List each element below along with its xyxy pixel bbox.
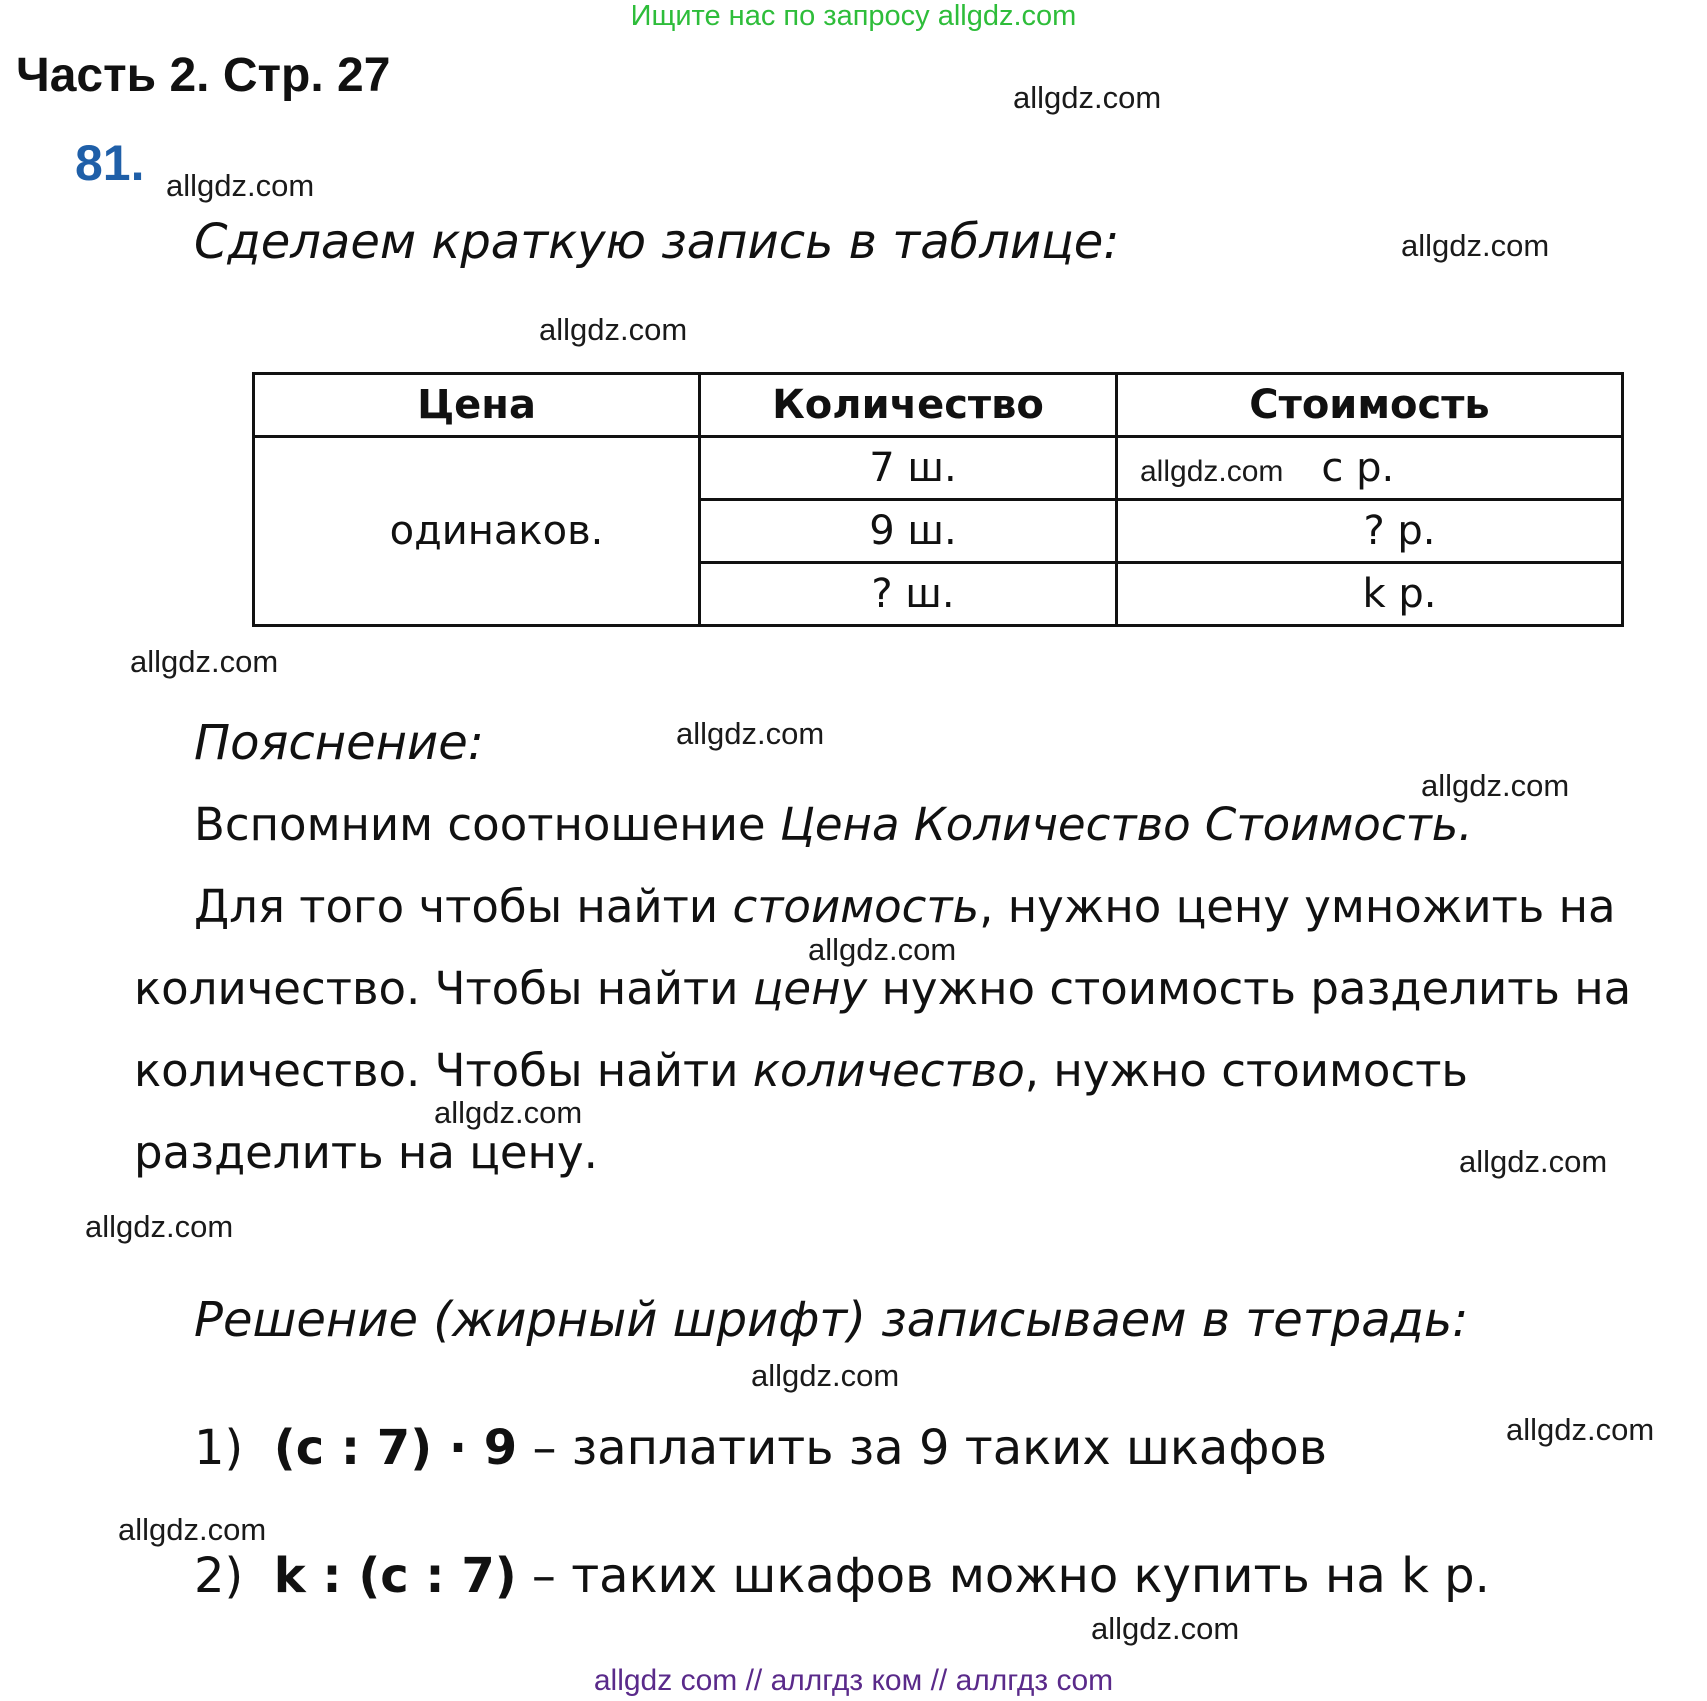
header-price: Цена xyxy=(254,374,700,437)
text-run: , нужно цену умножить на xyxy=(979,880,1616,933)
explanation-line-2 xyxy=(194,880,1616,933)
explanation-title: Пояснение: xyxy=(194,715,484,771)
text-run: Для того чтобы найти xyxy=(194,880,733,933)
cost-value: ? р. xyxy=(1363,508,1436,554)
step-text: – заплатить за 9 таких шкафов xyxy=(517,1420,1328,1476)
header-cost: Стоимость xyxy=(1117,374,1623,437)
text-run: количество. Чтобы найти xyxy=(134,962,753,1015)
text-run-italic: стоимость xyxy=(732,880,980,933)
watermark: allgdz.com xyxy=(130,644,279,679)
explanation-line-3 xyxy=(134,962,1631,1015)
watermark: allgdz.com xyxy=(118,1512,267,1547)
watermark: allgdz.com xyxy=(1140,455,1284,488)
cost-value: k р. xyxy=(1362,571,1437,617)
watermark: allgdz.com xyxy=(1401,228,1550,263)
step-expression: k : (c : 7) xyxy=(273,1548,517,1604)
solution-step-1 xyxy=(194,1420,1327,1476)
text-run: , нужно стоимость xyxy=(1024,1044,1468,1097)
intro-text: Сделаем краткую запись в таблице: xyxy=(194,214,1120,270)
watermark: allgdz.com xyxy=(1013,80,1162,115)
text-run-italic: цену xyxy=(752,962,868,1015)
step-number: 1) xyxy=(194,1420,244,1476)
quantity-cell xyxy=(700,437,1117,500)
task-number: 81. xyxy=(75,135,145,191)
table-header-row xyxy=(254,374,1623,437)
table-row xyxy=(254,437,1623,500)
watermark: allgdz.com xyxy=(751,1358,900,1393)
cost-cell xyxy=(1117,437,1623,500)
price-cell xyxy=(254,437,700,626)
text-run-italic: количество xyxy=(752,1044,1025,1097)
text-run: Вспомним соотношение xyxy=(194,798,780,851)
watermark: allgdz.com xyxy=(166,168,315,203)
top-banner: Ищите нас по запросу allgdz.com xyxy=(630,0,1077,32)
watermark: allgdz.com xyxy=(1506,1412,1655,1447)
watermark: allgdz.com xyxy=(85,1209,234,1244)
cost-cell xyxy=(1117,500,1623,563)
text-run: количество. Чтобы найти xyxy=(134,1044,753,1097)
watermark: allgdz.com xyxy=(1091,1611,1240,1646)
solution-title: Решение (жирный шрифт) записываем в тетрадь: xyxy=(194,1292,1469,1348)
quantity-value: 7 ш. xyxy=(869,445,957,491)
cost-cell xyxy=(1117,563,1623,626)
short-record-table xyxy=(252,372,1624,627)
quantity-value: 9 ш. xyxy=(869,508,957,554)
watermark: allgdz.com xyxy=(434,1095,583,1130)
quantity-cell xyxy=(700,500,1117,563)
step-number: 2) xyxy=(194,1548,244,1604)
explanation-line-1 xyxy=(194,798,1473,851)
watermark: allgdz.com xyxy=(1421,768,1570,803)
header-quantity: Количество xyxy=(700,374,1117,437)
footer-links: allgdz com // аллгдз ком // аллгдз com xyxy=(593,1664,1114,1697)
step-expression: (c : 7) · 9 xyxy=(273,1420,518,1476)
text-run-italic: Цена Количество Стоимость. xyxy=(779,798,1473,851)
step-text: – таких шкафов можно купить на k р. xyxy=(516,1548,1490,1604)
watermark: allgdz.com xyxy=(1459,1144,1608,1179)
page-heading: Часть 2. Стр. 27 xyxy=(16,49,391,102)
explanation-line-4 xyxy=(134,1044,1468,1097)
quantity-cell xyxy=(700,563,1117,626)
price-value: одинаков. xyxy=(389,508,604,554)
text-run: нужно стоимость разделить на xyxy=(867,962,1632,1015)
explanation-line-5: разделить на цену. xyxy=(134,1126,598,1179)
solution-step-2 xyxy=(194,1548,1490,1604)
cost-value: c р. xyxy=(1321,445,1395,491)
watermark: allgdz.com xyxy=(808,932,957,967)
watermark: allgdz.com xyxy=(539,312,688,347)
quantity-value: ? ш. xyxy=(871,571,955,617)
watermark: allgdz.com xyxy=(676,716,825,751)
